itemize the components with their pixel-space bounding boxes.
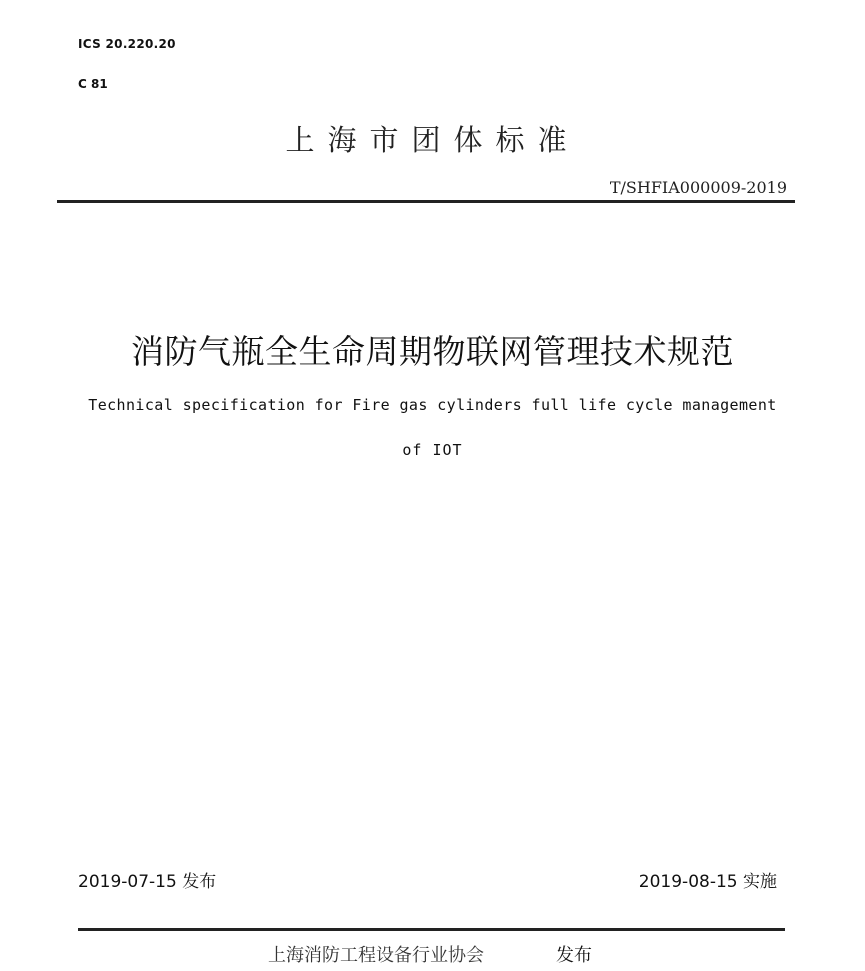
publisher-name: 上海消防工程设备行业协会 bbox=[268, 945, 484, 966]
standard-number: T/SHFIA000009-2019 bbox=[609, 178, 787, 197]
document-title-chinese: 消防气瓶全生命周期物联网管理技术规范 bbox=[131, 332, 734, 371]
document-title-english-line1: Technical specification for Fire gas cylinders full life cycle management bbox=[88, 396, 777, 414]
top-divider bbox=[57, 200, 795, 203]
ics-code: ICS 20.220.20 bbox=[78, 37, 176, 51]
standard-type-heading: 上海市团体标准 bbox=[285, 123, 580, 157]
publish-label: 发布 bbox=[556, 945, 592, 966]
issue-date: 2019-07-15 发布 bbox=[78, 872, 217, 892]
classification-code: C 81 bbox=[78, 77, 108, 91]
document-title-english-line2: of IOT bbox=[402, 441, 463, 459]
bottom-divider bbox=[78, 928, 785, 931]
implementation-date: 2019-08-15 实施 bbox=[638, 872, 777, 892]
